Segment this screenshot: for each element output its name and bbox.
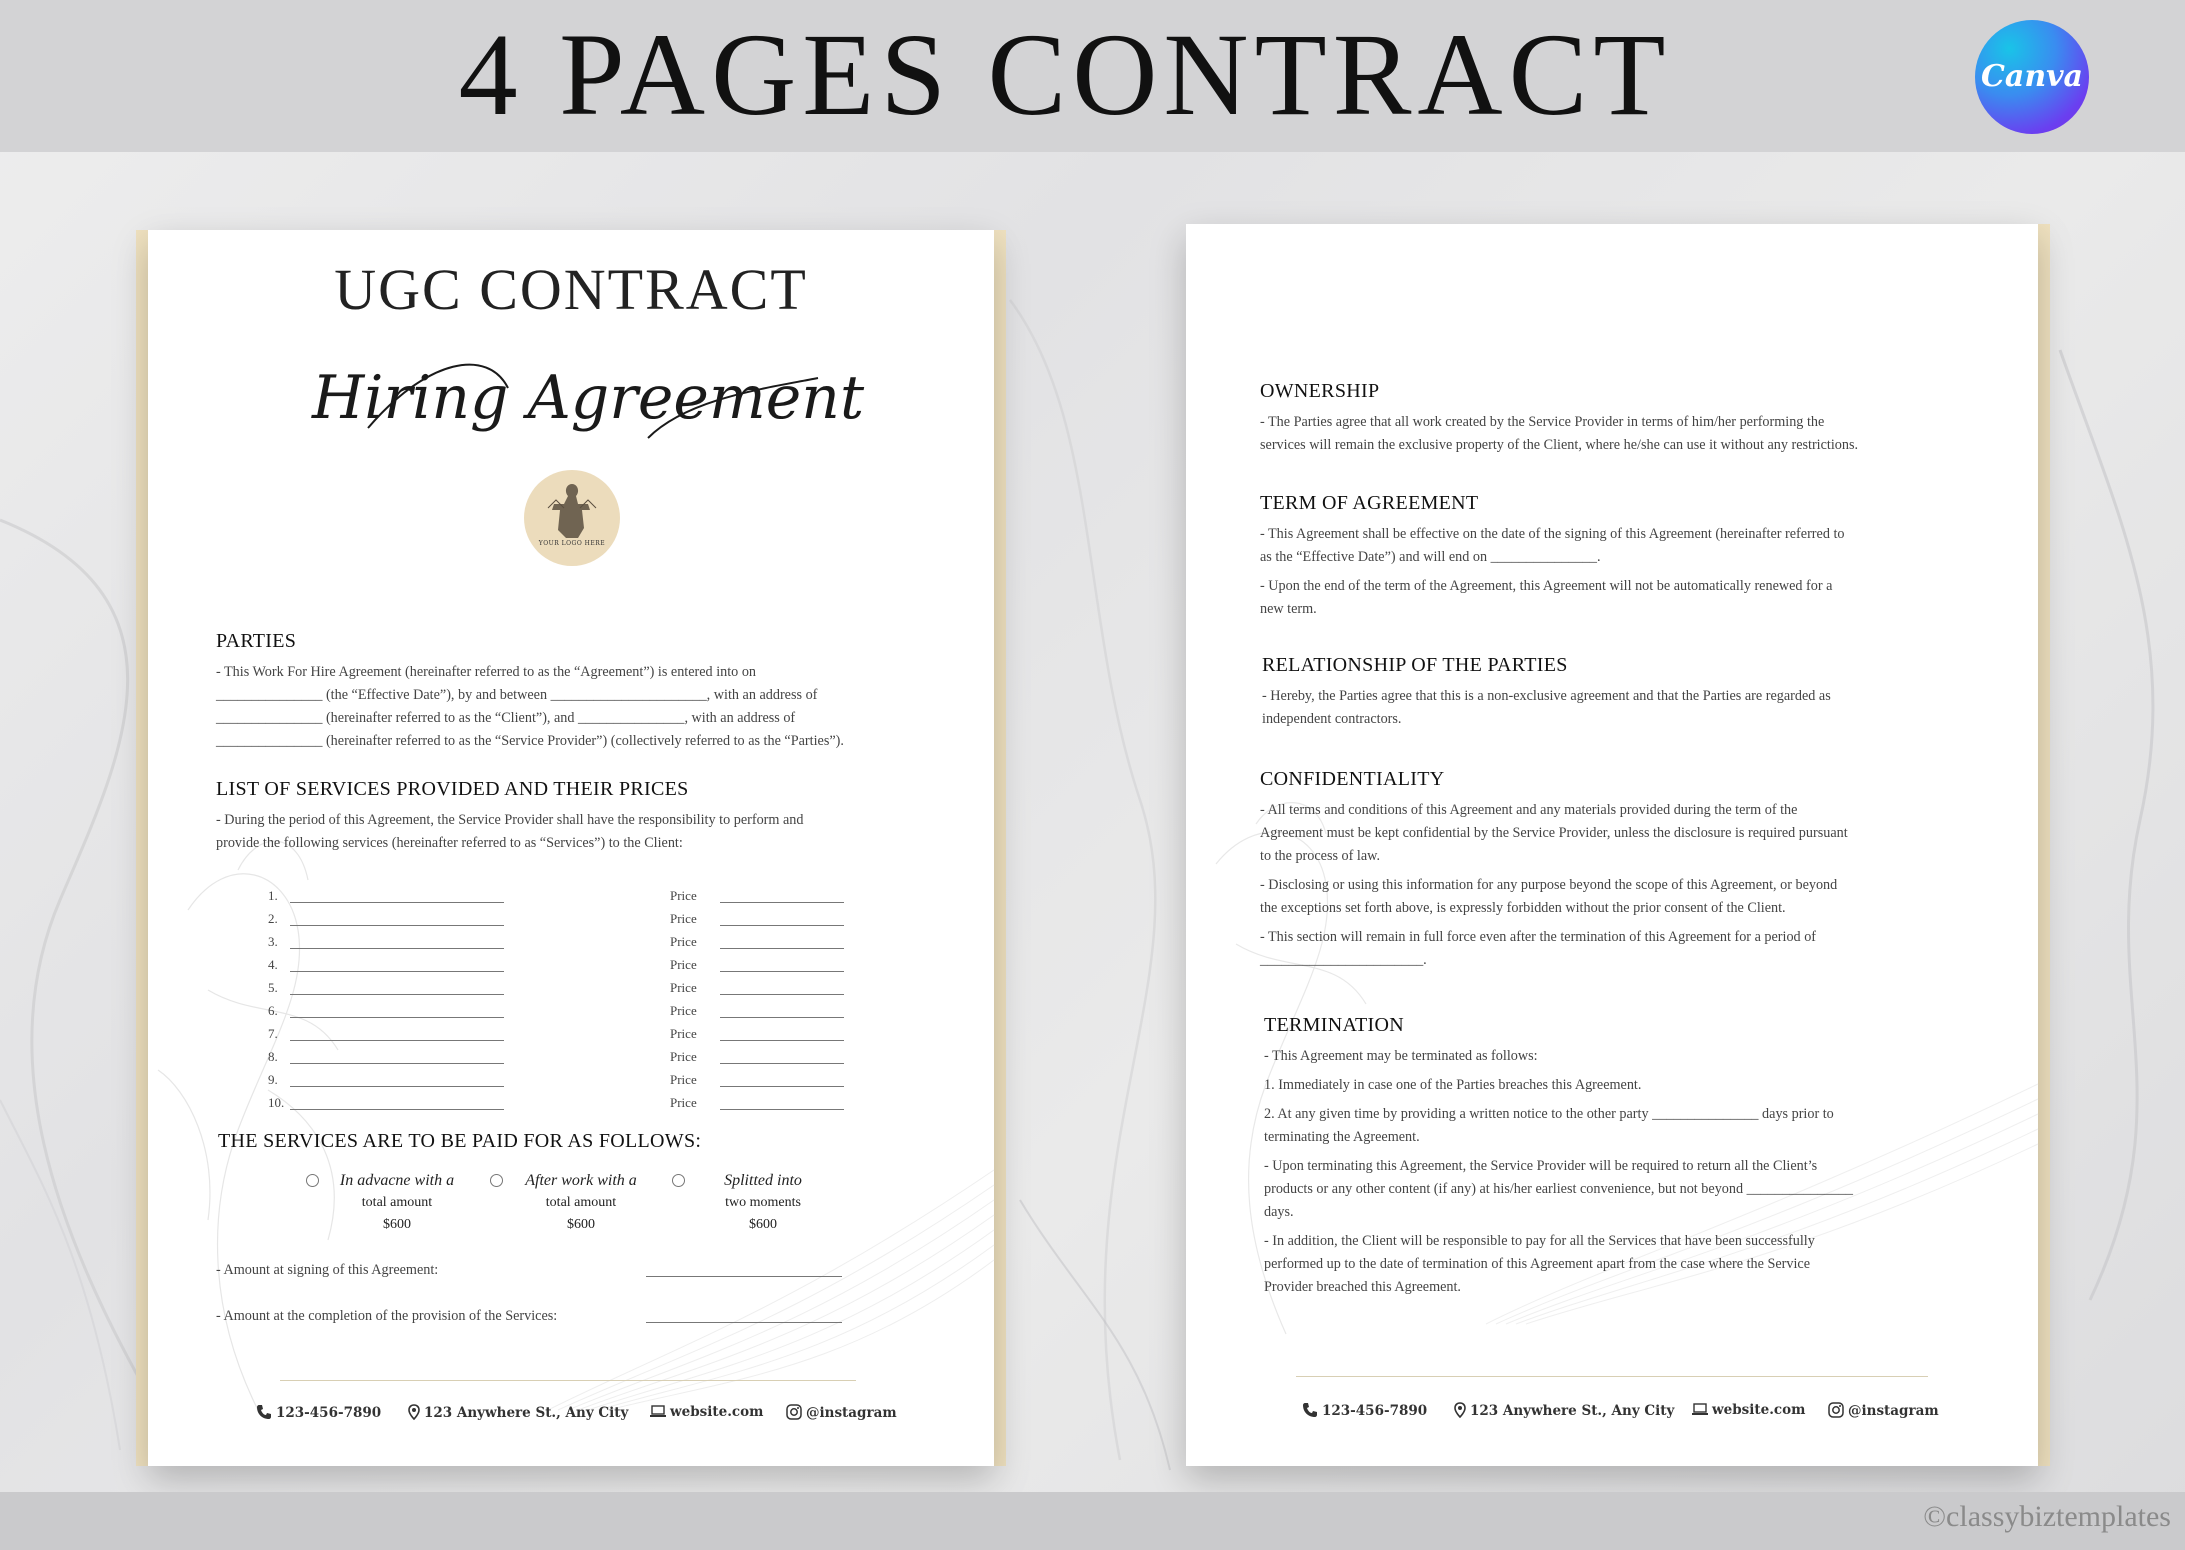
term-line: as the “Effective Date”) and will end on _______________. xyxy=(1260,549,1601,565)
relationship-section xyxy=(1262,654,2002,737)
bottom-band xyxy=(0,1492,2185,1550)
parties-line: _______________ (hereinafter referred to as the “Service Provider”) (collectively referred to as the “Parties”). xyxy=(216,733,844,749)
termination-line: products or any other content (if any) at his/her earliest convenience, but not beyond _______________ xyxy=(1264,1181,1854,1197)
amount-at-signing-row xyxy=(216,1262,836,1279)
banner-title: 4 PAGES CONTRACT xyxy=(458,9,1672,140)
footer-address xyxy=(408,1404,628,1421)
services-text xyxy=(216,809,936,855)
footer-website-text: website.com xyxy=(670,1404,764,1420)
price-blank-line[interactable] xyxy=(720,902,844,903)
payment-option-after-work[interactable] xyxy=(496,1170,666,1236)
service-row xyxy=(268,980,868,1003)
footer-divider xyxy=(1296,1376,1928,1377)
payment-option-title: In advacne with a xyxy=(339,1172,455,1189)
page-gold-edge xyxy=(136,230,148,1466)
confidentiality-section xyxy=(1260,768,2000,978)
termination-line: - In addition, the Client will be responsible to pay for all the Services that have been successfully xyxy=(1264,1233,1815,1249)
services-section xyxy=(216,778,936,861)
confidentiality-line: _______________________. xyxy=(1260,952,1427,968)
payment-option-advance[interactable] xyxy=(312,1170,482,1236)
term-line: - This Agreement shall be effective on the date of the signing of this Agreement (hereinafter referred to xyxy=(1260,526,1845,542)
price-label: Price xyxy=(670,1026,697,1041)
termination-heading: TERMINATION xyxy=(1264,1014,1404,1036)
amount-blank-line[interactable] xyxy=(646,1276,842,1277)
price-label: Price xyxy=(670,888,697,903)
price-blank-line[interactable] xyxy=(720,925,844,926)
termination-line: - Upon terminating this Agreement, the Service Provider will be required to return all the Client’s xyxy=(1264,1158,1818,1174)
service-row xyxy=(268,1003,868,1026)
instagram-icon xyxy=(786,1404,802,1420)
service-number: 8. xyxy=(268,1049,278,1064)
payment-option-split[interactable] xyxy=(678,1170,848,1236)
confidentiality-text xyxy=(1260,926,2000,972)
instagram-icon xyxy=(1828,1402,1844,1418)
confidentiality-line: the exceptions set forth above, is expressly forbidden without the prior consent of the Client. xyxy=(1260,900,1786,916)
service-blank-line[interactable] xyxy=(290,925,504,926)
canva-logo-badge: Canva xyxy=(1975,20,2089,134)
payment-option-price: $600 xyxy=(383,1217,411,1232)
contact-footer xyxy=(1302,1402,1942,1426)
amount-at-completion-row xyxy=(216,1308,836,1325)
amount-at-completion-label: - Amount at the completion of the provision of the Services: xyxy=(216,1308,558,1324)
amount-blank-line[interactable] xyxy=(646,1322,842,1323)
contract-page-2 xyxy=(1178,224,2050,1466)
lady-justice-icon xyxy=(524,470,620,566)
services-line: provide the following services (hereinafter referred to as “Services”) to the Client: xyxy=(216,835,683,851)
footer-website xyxy=(1692,1402,1805,1418)
termination-line: Provider breached this Agreement. xyxy=(1264,1279,1461,1295)
parties-line: _______________ (the “Effective Date”), by and between ______________________, with an address of xyxy=(216,687,818,703)
term-line: new term. xyxy=(1260,601,1317,617)
parties-text xyxy=(216,661,936,753)
service-blank-line[interactable] xyxy=(290,1063,504,1064)
termination-line: performed up to the date of termination of this Agreement apart from the case where the Service xyxy=(1264,1256,1811,1272)
service-number: 5. xyxy=(268,980,278,995)
contract-page-1 xyxy=(136,230,1006,1466)
ownership-text xyxy=(1260,411,2000,457)
termination-line: 1. Immediately in case one of the Parties breaches this Agreement. xyxy=(1264,1077,1642,1093)
footer-website-text: website.com xyxy=(1712,1402,1806,1418)
service-number: 4. xyxy=(268,957,278,972)
footer-instagram xyxy=(1828,1402,1939,1419)
term-heading: TERM OF AGREEMENT xyxy=(1260,492,1479,514)
termination-line: - This Agreement may be terminated as follows: xyxy=(1264,1048,1538,1064)
service-number: 6. xyxy=(268,1003,278,1018)
service-row xyxy=(268,888,868,911)
footer-phone xyxy=(1302,1402,1427,1419)
laptop-icon xyxy=(1692,1403,1708,1417)
termination-text xyxy=(1264,1230,2004,1299)
radio-button[interactable] xyxy=(672,1174,685,1187)
footer-address-text: 123 Anywhere St., Any City xyxy=(1470,1403,1675,1419)
ownership-line: services will remain the exclusive property of the Client, where he/she can use it without any restrictions. xyxy=(1260,437,1859,453)
contract-title: UGC CONTRACT xyxy=(334,257,808,322)
page-gold-edge xyxy=(2038,224,2050,1466)
page-gold-edge xyxy=(994,230,1006,1466)
confidentiality-line: - All terms and conditions of this Agreement and any materials provided during the term of the xyxy=(1260,802,1798,818)
service-blank-line[interactable] xyxy=(290,1086,504,1087)
price-blank-line[interactable] xyxy=(720,1109,844,1110)
termination-text xyxy=(1264,1155,2004,1224)
price-blank-line[interactable] xyxy=(720,994,844,995)
payment-option-title: After work with a xyxy=(525,1172,637,1189)
footer-instagram xyxy=(786,1404,897,1421)
termination-text xyxy=(1264,1103,2004,1149)
service-row xyxy=(268,934,868,957)
payment-option-price: $600 xyxy=(749,1217,777,1232)
contact-footer xyxy=(256,1404,896,1428)
service-blank-line[interactable] xyxy=(290,902,504,903)
parties-section xyxy=(216,630,936,759)
footer-instagram-text: @instagram xyxy=(806,1405,897,1421)
price-label: Price xyxy=(670,1049,697,1064)
phone-icon xyxy=(256,1404,272,1420)
price-label: Price xyxy=(670,1072,697,1087)
service-row xyxy=(268,1049,868,1072)
relationship-line: independent contractors. xyxy=(1262,711,1402,727)
footer-instagram-text: @instagram xyxy=(1848,1403,1939,1419)
price-label: Price xyxy=(670,911,697,926)
page-sheet xyxy=(148,230,994,1466)
radio-button[interactable] xyxy=(306,1174,319,1187)
services-line: - During the period of this Agreement, the Service Provider shall have the responsibility to perform and xyxy=(216,812,804,828)
price-blank-line[interactable] xyxy=(720,1086,844,1087)
term-section xyxy=(1260,492,2000,627)
ownership-heading: OWNERSHIP xyxy=(1260,380,1380,402)
relationship-text xyxy=(1262,685,2002,731)
footer-phone-text: 123-456-7890 xyxy=(1322,1403,1428,1419)
confidentiality-heading: CONFIDENTIALITY xyxy=(1260,768,1445,790)
hiring-agreement-script-title xyxy=(311,318,865,468)
confidentiality-line: Agreement must be kept confidential by the Service Provider, unless the disclosure is required pursuant xyxy=(1260,825,1848,841)
parties-line: _______________ (hereinafter referred to as the “Client”), and _______________, with an address of xyxy=(216,710,796,726)
termination-section xyxy=(1264,1014,2004,1305)
payment-option-title: Splitted into xyxy=(724,1172,802,1189)
payment-option-subtitle: total amount xyxy=(545,1195,617,1210)
ownership-section xyxy=(1260,380,2000,463)
service-row xyxy=(268,1026,868,1049)
service-number: 3. xyxy=(268,934,278,949)
footer-phone-text: 123-456-7890 xyxy=(276,1405,382,1421)
service-blank-line[interactable] xyxy=(290,994,504,995)
payment-option-subtitle: two moments xyxy=(725,1195,801,1210)
confidentiality-line: - Disclosing or using this information for any purpose beyond the scope of this Agreement, or beyond xyxy=(1260,877,1838,893)
service-number: 2. xyxy=(268,911,278,926)
price-label: Price xyxy=(670,980,697,995)
term-text xyxy=(1260,575,2000,621)
laptop-icon xyxy=(650,1405,666,1419)
parties-line: - This Work For Hire Agreement (hereinafter referred to as the “Agreement”) is entered into on xyxy=(216,664,757,680)
confidentiality-text xyxy=(1260,874,2000,920)
price-blank-line[interactable] xyxy=(720,1017,844,1018)
service-blank-line[interactable] xyxy=(290,1017,504,1018)
company-logo-placeholder xyxy=(524,470,620,566)
termination-line: terminating the Agreement. xyxy=(1264,1129,1420,1145)
price-label: Price xyxy=(670,957,697,972)
price-blank-line[interactable] xyxy=(720,1040,844,1041)
term-line: - Upon the end of the term of the Agreement, this Agreement will not be automatically renewed for a xyxy=(1260,578,1833,594)
confidentiality-line: - This section will remain in full force even after the termination of this Agreement for a period of xyxy=(1260,929,1817,945)
payment-section xyxy=(218,1130,938,1161)
footer-address-text: 123 Anywhere St., Any City xyxy=(424,1405,629,1421)
location-pin-icon xyxy=(408,1404,420,1420)
script-title-text: Hiring Agreement xyxy=(311,363,865,433)
service-blank-line[interactable] xyxy=(290,948,504,949)
termination-line: days. xyxy=(1264,1204,1294,1220)
price-label: Price xyxy=(670,934,697,949)
amount-at-signing-label: - Amount at signing of this Agreement: xyxy=(216,1262,439,1278)
footer-divider xyxy=(280,1380,856,1381)
service-number: 1. xyxy=(268,888,278,903)
service-number: 7. xyxy=(268,1026,278,1041)
service-row xyxy=(268,1072,868,1095)
location-pin-icon xyxy=(1454,1402,1466,1418)
service-number: 10. xyxy=(268,1095,285,1110)
footer-website xyxy=(650,1404,763,1420)
relationship-heading: RELATIONSHIP OF THE PARTIES xyxy=(1262,654,1568,676)
services-heading: LIST OF SERVICES PROVIDED AND THEIR PRICES xyxy=(216,778,689,800)
termination-text xyxy=(1264,1074,2004,1097)
payment-heading: THE SERVICES ARE TO BE PAID FOR AS FOLLOWS: xyxy=(218,1130,702,1152)
payment-option-price: $600 xyxy=(567,1217,595,1232)
radio-button[interactable] xyxy=(490,1174,503,1187)
service-row xyxy=(268,957,868,980)
price-blank-line[interactable] xyxy=(720,1063,844,1064)
page-sheet xyxy=(1186,224,2038,1466)
phone-icon xyxy=(1302,1402,1318,1418)
price-label: Price xyxy=(670,1095,697,1110)
footer-address xyxy=(1454,1402,1674,1419)
service-row xyxy=(268,911,868,934)
ownership-line: - The Parties agree that all work created by the Service Provider in terms of him/her performing the xyxy=(1260,414,1825,430)
term-text xyxy=(1260,523,2000,569)
service-number: 9. xyxy=(268,1072,278,1087)
confidentiality-text xyxy=(1260,799,2000,868)
price-label: Price xyxy=(670,1003,697,1018)
parties-heading: PARTIES xyxy=(216,630,297,652)
copyright-watermark: ©classybiztemplates xyxy=(1923,1500,2171,1533)
price-blank-line[interactable] xyxy=(720,948,844,949)
services-price-list xyxy=(268,888,868,1118)
relationship-line: - Hereby, the Parties agree that this is a non-exclusive agreement and that the Parties are regarded as xyxy=(1262,688,1831,704)
footer-phone xyxy=(256,1404,381,1421)
price-blank-line[interactable] xyxy=(720,971,844,972)
termination-text xyxy=(1264,1045,2004,1068)
service-blank-line[interactable] xyxy=(290,1109,504,1110)
logo-placeholder-text: YOUR LOGO HERE xyxy=(538,540,606,547)
top-banner xyxy=(0,0,2185,152)
service-blank-line[interactable] xyxy=(290,1040,504,1041)
payment-option-subtitle: total amount xyxy=(361,1195,433,1210)
service-row xyxy=(268,1095,868,1118)
confidentiality-line: to the process of law. xyxy=(1260,848,1381,864)
service-blank-line[interactable] xyxy=(290,971,504,972)
termination-line: 2. At any given time by providing a written notice to the other party _______________ days prior to xyxy=(1264,1106,1834,1122)
